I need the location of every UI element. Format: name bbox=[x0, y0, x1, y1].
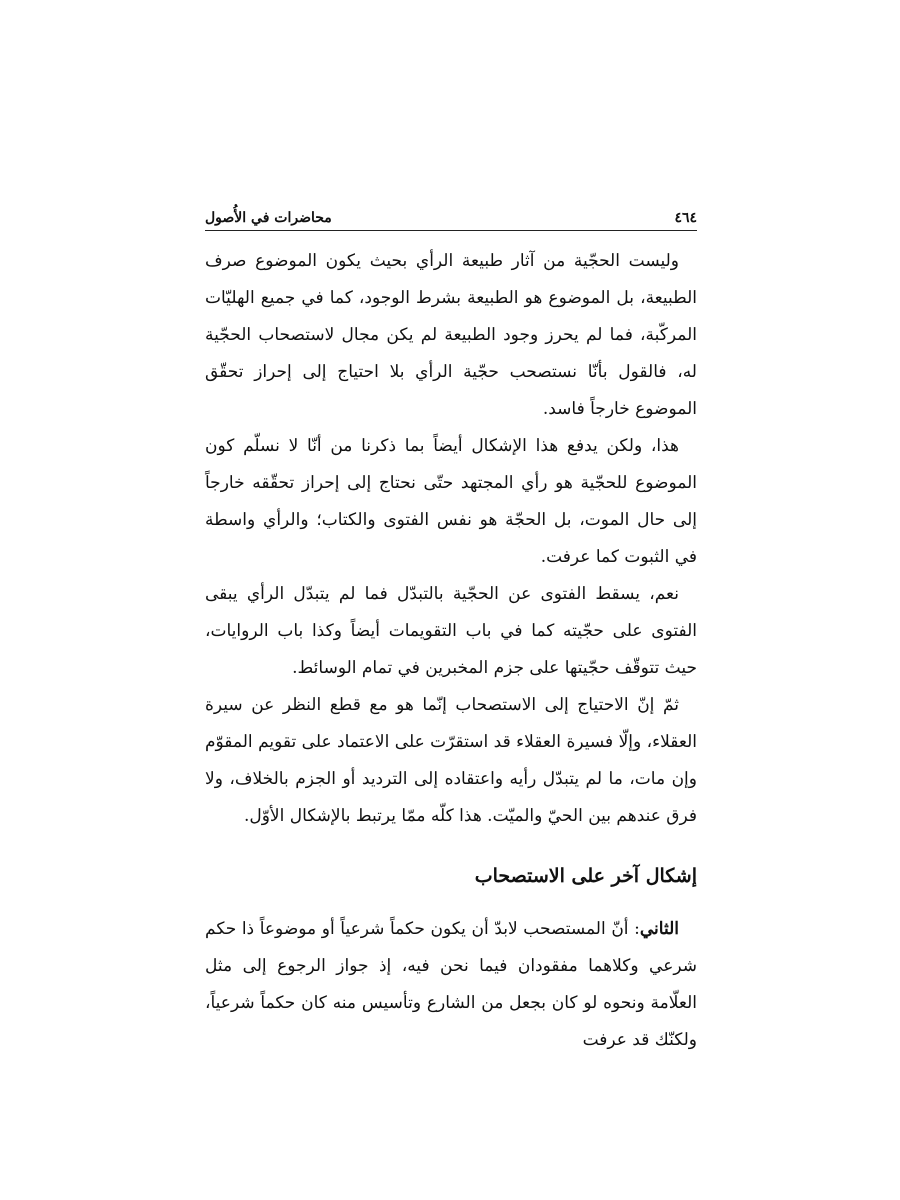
body-text bbox=[205, 243, 697, 1059]
paragraph: نعم، يسقط الفتوى عن الحجّية بالتبدّل فما لم يتبدّل الرأي يبقى الفتوى على حجّيته كما في باب التقويمات أيضاً وكذا باب الروايات، حيث تتوقّف حجّيتها على جزم المخبرين في تمام الوسائط. bbox=[205, 584, 697, 678]
paragraph: هذا، ولكن يدفع هذا الإشكال أيضاً بما ذكرنا من أنّا لا نسلّم كون الموضوع للحجّية هو رأي المجتهد حتّى نحتاج إلى إحراز تحقّقه خارجاً إلى حال الموت، بل الحجّة هو نفس الفتوى والكتاب؛ والرأي واسطة في الثبوت كما عرفت. bbox=[205, 436, 697, 567]
page-number: ٤٦٤ bbox=[674, 210, 697, 226]
paragraph: ثمّ إنّ الاحتياج إلى الاستصحاب إنّما هو مع قطع النظر عن سيرة العقلاء، وإلّا فسيرة العقلاء قد استقرّت على الاعتماد على تقويم المقوّم وإن مات، ما لم يتبدّل رأيه واعتقاده إلى الترديد أو الجزم بالخلاف، ولا فرق عندهم بين الحيّ والميّت. هذا كلّه ممّا يرتبط بالإشكال الأوّل. bbox=[205, 695, 697, 826]
book-title: محاضرات في الأُصول bbox=[205, 210, 332, 226]
lead-word: الثاني bbox=[639, 919, 679, 939]
section-heading: إشكال آخر على الاستصحاب bbox=[474, 865, 697, 887]
section-paragraph-text: : أنّ المستصحب لابدّ أن يكون حكماً شرعياً أو موضوعاً ذا حكم شرعي وكلاهما مفقودان فيما نحن فيه، إذ جواز الرجوع إلى مثل العلّامة ونحوه لو كان بجعل من الشارع وتأسيس منه كان حكماً شرعياً، ولكنّك قد عرفت bbox=[205, 919, 697, 1050]
section-paragraph bbox=[205, 911, 697, 1059]
paragraph: وليست الحجّية من آثار طبيعة الرأي بحيث يكون الموضوع صرف الطبيعة، بل الموضوع هو الطبيعة بشرط الوجود، كما في جميع الهليّات المركّبة، فما لم يحرز وجود الطبيعة لم يكن مجال لاستصحاب الحجّية له، فالقول بأنّا نستصحب حجّية الرأي بلا احتياج إلى إحراز تحقّق الموضوع خارجاً فاسد. bbox=[205, 251, 697, 419]
running-header bbox=[205, 200, 697, 231]
book-page bbox=[205, 200, 697, 1059]
